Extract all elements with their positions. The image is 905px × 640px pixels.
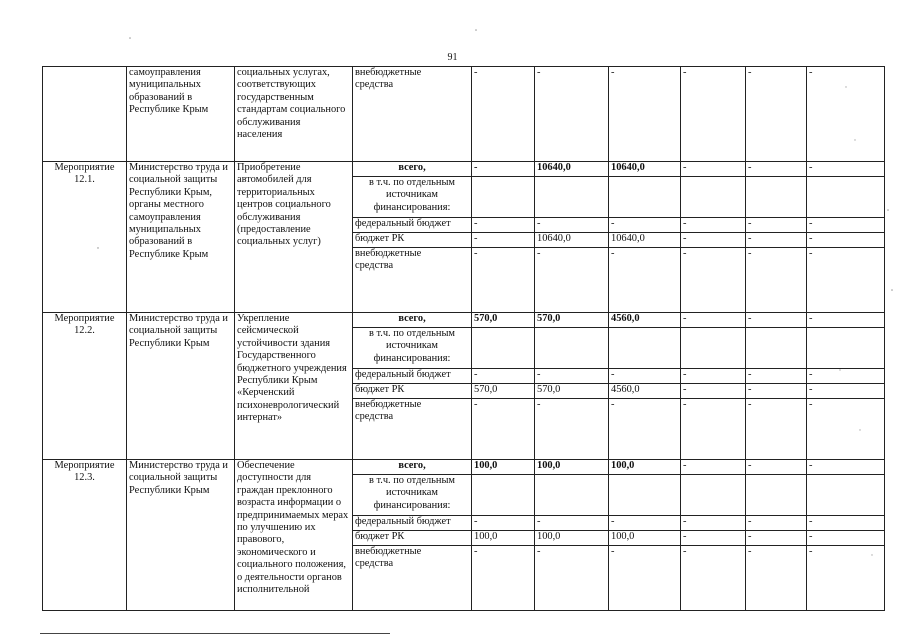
source-text: внебюджетные средства: [355, 248, 422, 272]
value-cell: -: [535, 546, 609, 611]
value-cell: -: [681, 531, 746, 546]
value-cell: -: [472, 546, 535, 611]
source-cell: бюджет РК: [353, 384, 472, 399]
source-text: внебюджетные средства: [355, 546, 422, 570]
value-cell: -: [746, 162, 807, 177]
source-text: внебюджетные средства: [355, 399, 422, 423]
value-cell: -: [472, 218, 535, 233]
value-cell: -: [807, 67, 885, 162]
executor-text: самоуправления муниципальных образований в Республике Крым: [129, 67, 209, 116]
value-cell: -: [535, 218, 609, 233]
value-cell: [746, 328, 807, 369]
value-cell: [609, 328, 681, 369]
value-cell: 4560,0: [609, 313, 681, 328]
description-text: социальных услугах, соответствующих государственным стандартам социального обслуживания населения: [237, 67, 346, 141]
description-text: Укрепление сейсмической устойчивости здания Государственного бюджетного учреждения Республики Крым «Керченский психоневрологический интернат»: [237, 313, 347, 424]
value-cell: 4560,0: [609, 384, 681, 399]
value-cell: -: [609, 546, 681, 611]
value-cell: 100,0: [472, 531, 535, 546]
value-cell: -: [681, 218, 746, 233]
measure-cell: [43, 313, 127, 460]
value-cell: -: [807, 218, 885, 233]
value-cell: 570,0: [472, 313, 535, 328]
value-cell: -: [807, 313, 885, 328]
measure-cell: [43, 162, 127, 313]
value-cell: 100,0: [609, 460, 681, 475]
value-cell: -: [609, 248, 681, 313]
source-text: внебюджетные средства: [355, 67, 422, 91]
executor-cell: [127, 460, 235, 611]
value-cell: -: [746, 399, 807, 460]
measure-cell: [43, 460, 127, 611]
value-cell: -: [746, 369, 807, 384]
value-cell: -: [472, 233, 535, 248]
source-cell: федеральный бюджет: [353, 218, 472, 233]
value-cell: [609, 475, 681, 516]
value-cell: -: [472, 516, 535, 531]
source-text: в т.ч. по отдельным источникам финансирования:: [368, 177, 456, 213]
scan-artifact-line: [40, 633, 390, 634]
description-cell: [235, 67, 353, 162]
value-cell: -: [807, 399, 885, 460]
value-cell: -: [746, 531, 807, 546]
value-cell: -: [807, 531, 885, 546]
value-cell: -: [535, 399, 609, 460]
value-cell: [681, 328, 746, 369]
value-cell: [746, 475, 807, 516]
value-cell: -: [681, 233, 746, 248]
value-cell: -: [746, 248, 807, 313]
value-cell: 10640,0: [535, 162, 609, 177]
value-cell: [807, 177, 885, 218]
value-cell: -: [535, 67, 609, 162]
value-cell: -: [807, 460, 885, 475]
measure-label: Мероприятие 12.1.: [54, 162, 115, 186]
executor-cell: [127, 162, 235, 313]
value-cell: -: [681, 67, 746, 162]
source-cell: [353, 546, 472, 611]
value-cell: -: [681, 460, 746, 475]
source-cell: федеральный бюджет: [353, 369, 472, 384]
value-cell: -: [472, 248, 535, 313]
value-cell: -: [472, 369, 535, 384]
funding-table: [42, 66, 885, 611]
value-cell: -: [609, 399, 681, 460]
value-cell: -: [681, 546, 746, 611]
source-cell: всего,: [353, 313, 472, 328]
description-cell: [235, 162, 353, 313]
value-cell: -: [746, 546, 807, 611]
value-cell: 100,0: [609, 531, 681, 546]
value-cell: -: [681, 369, 746, 384]
executor-text: Министерство труда и социальной защиты Республики Крым: [129, 313, 228, 349]
value-cell: -: [472, 399, 535, 460]
value-cell: -: [807, 233, 885, 248]
value-cell: 570,0: [535, 313, 609, 328]
value-cell: -: [681, 516, 746, 531]
value-cell: -: [807, 546, 885, 611]
executor-cell: [127, 313, 235, 460]
source-cell: [353, 475, 472, 516]
description-text: Приобретение автомобилей для территориальных центров социального обслуживания (предоставление социальных услуг): [237, 162, 331, 248]
value-cell: -: [609, 516, 681, 531]
source-cell: [353, 177, 472, 218]
value-cell: -: [746, 516, 807, 531]
value-cell: -: [807, 369, 885, 384]
value-cell: -: [681, 162, 746, 177]
value-cell: -: [807, 384, 885, 399]
value-cell: -: [472, 67, 535, 162]
value-cell: 570,0: [472, 384, 535, 399]
value-cell: [472, 328, 535, 369]
value-cell: [807, 475, 885, 516]
value-cell: [746, 177, 807, 218]
value-cell: -: [609, 67, 681, 162]
source-cell: бюджет РК: [353, 531, 472, 546]
value-cell: [472, 177, 535, 218]
value-cell: [681, 177, 746, 218]
executor-text: Министерство труда и социальной защиты Республики Крым: [129, 460, 228, 496]
value-cell: -: [746, 67, 807, 162]
source-cell: всего,: [353, 162, 472, 177]
value-cell: 10640,0: [609, 162, 681, 177]
value-cell: 10640,0: [535, 233, 609, 248]
source-cell: [353, 248, 472, 313]
description-cell: [235, 313, 353, 460]
value-cell: [535, 328, 609, 369]
value-cell: -: [746, 218, 807, 233]
measure-label: Мероприятие 12.2.: [54, 313, 115, 337]
source-cell: [353, 399, 472, 460]
value-cell: 570,0: [535, 384, 609, 399]
value-cell: 100,0: [535, 460, 609, 475]
description-text: Обеспечение доступности для граждан преклонного возраста информации о предпринимаемых мерах по улучшению их правового, экономического и социального положения, о деятельности органов исполнительной: [237, 460, 349, 596]
value-cell: -: [681, 399, 746, 460]
page-number: 91: [447, 52, 458, 63]
value-cell: -: [746, 313, 807, 328]
value-cell: [535, 475, 609, 516]
source-cell: всего,: [353, 460, 472, 475]
executor-text: Министерство труда и социальной защиты Республики Крым, органы местного самоуправления муниципальных образований в Республике Крым: [129, 162, 228, 260]
source-text: в т.ч. по отдельным источникам финансирования:: [368, 475, 456, 511]
value-cell: [472, 475, 535, 516]
table-row: [43, 460, 885, 475]
value-cell: [807, 328, 885, 369]
value-cell: -: [746, 233, 807, 248]
value-cell: [609, 177, 681, 218]
value-cell: -: [807, 516, 885, 531]
value-cell: [681, 475, 746, 516]
value-cell: -: [681, 313, 746, 328]
value-cell: 100,0: [472, 460, 535, 475]
value-cell: -: [807, 248, 885, 313]
source-cell: [353, 67, 472, 162]
measure-label: Мероприятие 12.3.: [54, 460, 115, 484]
value-cell: -: [609, 369, 681, 384]
value-cell: -: [681, 384, 746, 399]
value-cell: 10640,0: [609, 233, 681, 248]
value-cell: -: [535, 248, 609, 313]
value-cell: -: [746, 460, 807, 475]
source-cell: бюджет РК: [353, 233, 472, 248]
measure-cell: [43, 67, 127, 162]
executor-cell: [127, 67, 235, 162]
value-cell: -: [681, 248, 746, 313]
value-cell: -: [535, 369, 609, 384]
source-cell: федеральный бюджет: [353, 516, 472, 531]
value-cell: -: [746, 384, 807, 399]
value-cell: -: [609, 218, 681, 233]
source-text: в т.ч. по отдельным источникам финансирования:: [368, 328, 456, 364]
table-row: [43, 67, 885, 162]
value-cell: -: [472, 162, 535, 177]
table-row: [43, 162, 885, 177]
source-cell: [353, 328, 472, 369]
description-cell: [235, 460, 353, 611]
value-cell: -: [535, 516, 609, 531]
value-cell: [535, 177, 609, 218]
table-row: [43, 313, 885, 328]
value-cell: -: [807, 162, 885, 177]
value-cell: 100,0: [535, 531, 609, 546]
